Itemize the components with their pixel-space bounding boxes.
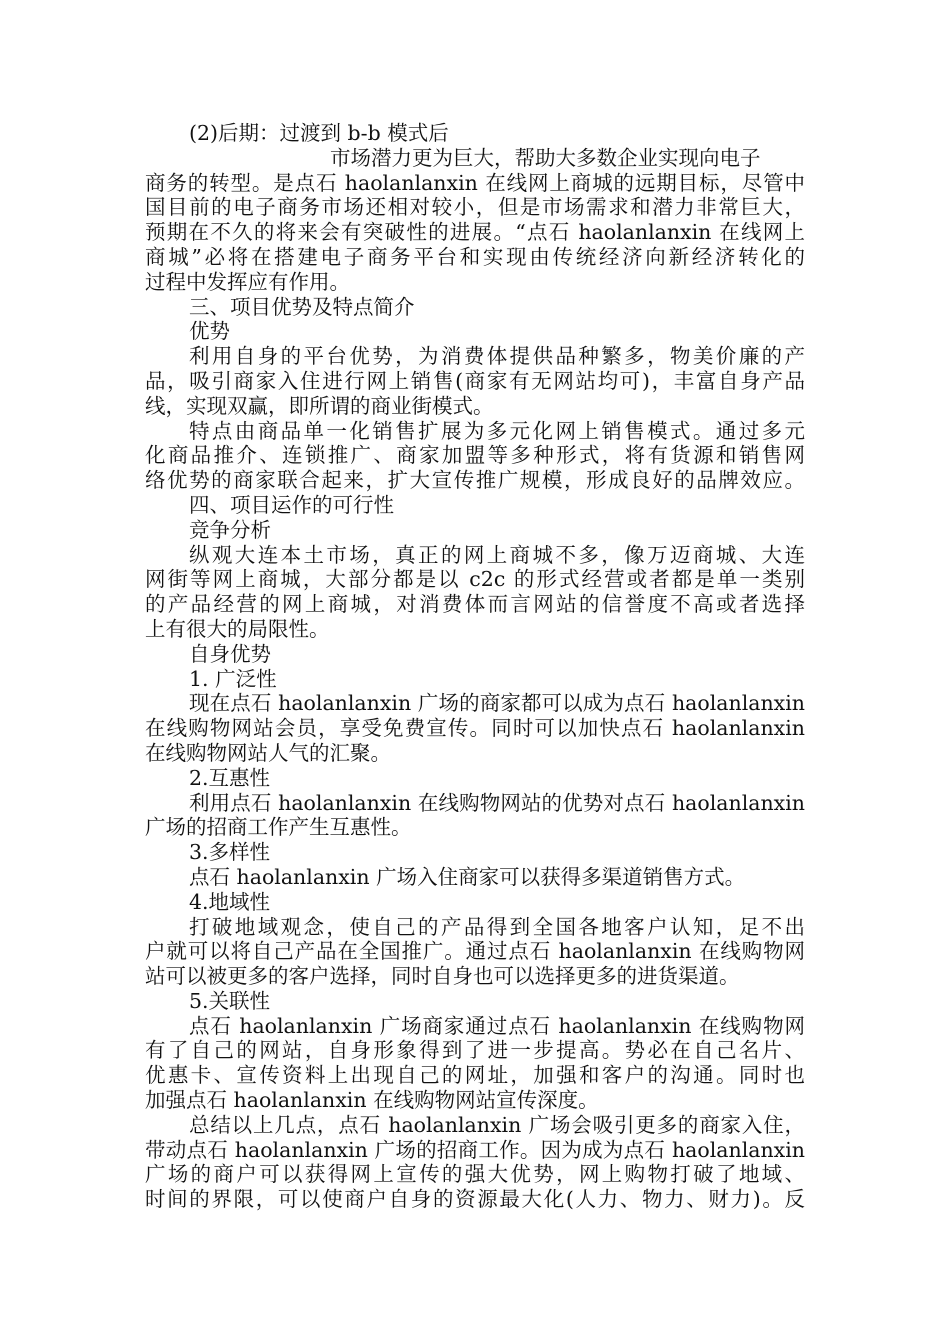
paragraph-line: 现在点石 haolanlanxin 广场的商家都可以成为点石 haolanlanxin [189, 691, 805, 716]
paragraph-line: 预期在不久的将来会有突破性的进展。“点石 haolanlanxin 在线网上 [145, 220, 805, 245]
paragraph-line: 时间的界限，可以使商户自身的资源最大化(人力、物力、财力)。反 [145, 1187, 805, 1212]
paragraph-line: 市场潜力更为巨大，帮助大多数企业实现向电子 [330, 145, 761, 170]
paragraph-line: 在线购物网站人气的汇聚。 [145, 740, 391, 765]
list-item-heading: 2.互惠性 [189, 765, 271, 790]
paragraph-line: 特点由商品单一化销售扩展为多元化网上销售模式。通过多元 [189, 418, 805, 443]
paragraph-line: 利用自身的平台优势，为消费体提供品种繁多，物美价廉的产 [189, 344, 805, 369]
list-item-heading: 5.关联性 [189, 988, 271, 1013]
subheading-advantages: 优势 [189, 319, 230, 344]
subheading-later-stage: (2)后期：过渡到 b-b 模式后 [189, 121, 449, 145]
section-heading-4: 四、项目运作的可行性 [189, 492, 394, 517]
subheading-own-advantages: 自身优势 [189, 641, 271, 666]
paragraph-line: 广场的招商工作产生互惠性。 [145, 815, 412, 840]
paragraph-line: 络优势的商家联合起来，扩大宣传推广规模，形成良好的品牌效应。 [145, 468, 805, 493]
paragraph-line: 利用点石 haolanlanxin 在线购物网站的优势对点石 haolanlanxin [189, 790, 805, 815]
paragraph-line: 化商品推介、连锁推广、商家加盟等多种形式，将有货源和销售网 [145, 443, 805, 468]
list-item-heading: 4.地域性 [189, 889, 271, 914]
paragraph-line: 在线购物网站会员，享受免费宣传。同时可以加快点石 haolanlanxin [145, 716, 805, 741]
paragraph-line: 优惠卡、宣传资料上出现自己的网址，加强和客户的沟通。同时也 [145, 1063, 805, 1088]
paragraph-line: 广场的商户可以获得网上宣传的强大优势，网上购物打破了地域、 [145, 1162, 805, 1187]
paragraph-line: 点石 haolanlanxin 广场入住商家可以获得多渠道销售方式。 [189, 864, 746, 889]
paragraph-line: 国目前的电子商务市场还相对较小，但是市场需求和潜力非常巨大， [145, 195, 805, 220]
paragraph-line: 纵观大连本土市场，真正的网上商城不多，像万迈商城、大连 [189, 542, 805, 567]
paragraph-line: 商务的转型。是点石 haolanlanxin 在线网上商城的远期目标，尽管中 [145, 170, 805, 195]
paragraph-line: 总结以上几点，点石 haolanlanxin 广场会吸引更多的商家入住， [189, 1112, 805, 1137]
paragraph-line: 品，吸引商家入住进行网上销售(商家有无网站均可)，丰富自身产品 [145, 368, 805, 393]
paragraph-line: 点石 haolanlanxin 广场商家通过点石 haolanlanxin 在线购物网 [189, 1013, 805, 1038]
paragraph-line: 站可以被更多的客户选择，同时自身也可以选择更多的进货渠道。 [145, 964, 740, 989]
paragraph-line: 的产品经营的网上商城，对消费体而言网站的信誉度不高或者选择 [145, 592, 805, 617]
subheading-competition: 竞争分析 [189, 517, 271, 542]
paragraph-line: 打破地域观念，使自己的产品得到全国各地客户认知，足不出 [189, 914, 805, 939]
paragraph-line: 加强点石 haolanlanxin 在线购物网站宣传深度。 [145, 1088, 599, 1113]
paragraph-line: 户就可以将自己产品在全国推广。通过点石 haolanlanxin 在线购物网 [145, 939, 805, 964]
list-item-heading: 1. 广泛性 [189, 666, 277, 691]
section-heading-3: 三、项目优势及特点简介 [189, 294, 415, 319]
paragraph-line: 过程中发挥应有作用。 [145, 269, 350, 294]
paragraph-line: 线，实现双赢，即所谓的商业街模式。 [145, 393, 494, 418]
document-body [145, 121, 805, 1212]
paragraph-line: 有了自己的网站，自身形象得到了进一步提高。势必在自己名片、 [145, 1038, 805, 1063]
list-item-heading: 3.多样性 [189, 840, 271, 865]
paragraph-line: 商城”必将在搭建电子商务平台和实现由传统经济向新经济转化的 [145, 244, 805, 269]
paragraph-line: 网街等网上商城，大部分都是以 c2c 的形式经营或者都是单一类别 [145, 567, 805, 592]
paragraph-line: 上有很大的局限性。 [145, 616, 330, 641]
paragraph-line: 带动点石 haolanlanxin 广场的招商工作。因为成为点石 haolanlanxin [145, 1137, 805, 1162]
